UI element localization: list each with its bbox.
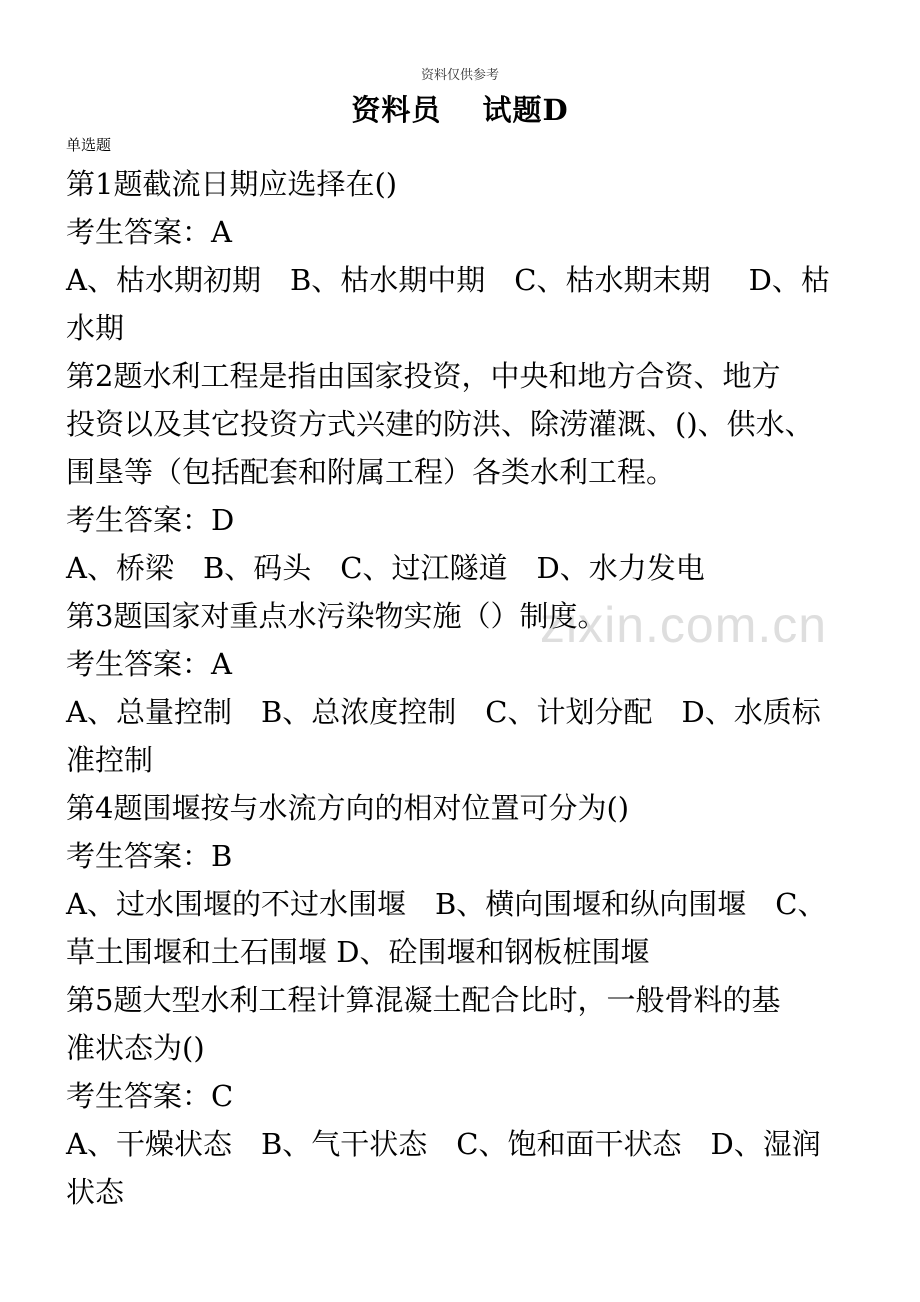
question-4-answer: 考生答案：B — [66, 839, 233, 873]
question-2-options: A、桥梁 B、码头 C、过江隧道 D、水力发电 — [66, 551, 705, 585]
question-5-answer: 考生答案：C — [66, 1079, 234, 1113]
section-label: 单选题 — [66, 136, 112, 154]
question-1-stem: 第1题截流日期应选择在() — [66, 167, 398, 201]
reference-note: 资料仅供参考 — [420, 68, 499, 83]
question-5-stem-cont: 准状态为() — [66, 1031, 205, 1065]
question-list — [66, 160, 866, 1216]
question-3-options-cont: 准控制 — [66, 743, 154, 777]
question-5-stem: 第5题大型水利工程计算混凝土配合比时，一般骨料的基 — [66, 983, 781, 1017]
question-4-options-cont: 草土围堰和土石围堰 D、砼围堰和钢板桩围堰 — [66, 935, 650, 969]
watermark: zixin.com.cn — [540, 597, 828, 653]
question-1-options: A、枯水期初期 B、枯水期中期 C、枯水期末期 D、枯 — [66, 263, 830, 297]
question-4-options: A、过水围堰的不过水围堰 B、横向围堰和纵向围堰 C、 — [66, 887, 827, 921]
question-3-options: A、总量控制 B、总浓度控制 C、计划分配 D、水质标 — [66, 695, 821, 729]
document-title: 资料员 试题D — [351, 93, 569, 127]
question-3-answer: 考生答案：A — [66, 647, 232, 681]
question-2-stem: 第2题水利工程是指由国家投资，中央和地方合资、地方 — [66, 359, 781, 393]
question-5-options: A、干燥状态 B、气干状态 C、饱和面干状态 D、湿润 — [66, 1127, 821, 1161]
question-3-stem: 第3题国家对重点水污染物实施（）制度。 — [66, 599, 607, 633]
question-2-stem-cont: 投资以及其它投资方式兴建的防洪、除涝灌溉、()、供水、 — [66, 407, 814, 441]
question-2-answer: 考生答案：D — [66, 503, 235, 537]
question-1-answer: 考生答案：A — [66, 215, 232, 249]
question-1-options-cont: 水期 — [66, 311, 125, 345]
question-4-stem: 第4题围堰按与水流方向的相对位置可分为() — [66, 791, 630, 825]
question-2-stem-cont: 围垦等（包括配套和附属工程）各类水利工程。 — [66, 455, 676, 489]
question-5-options-cont: 状态 — [66, 1175, 125, 1209]
